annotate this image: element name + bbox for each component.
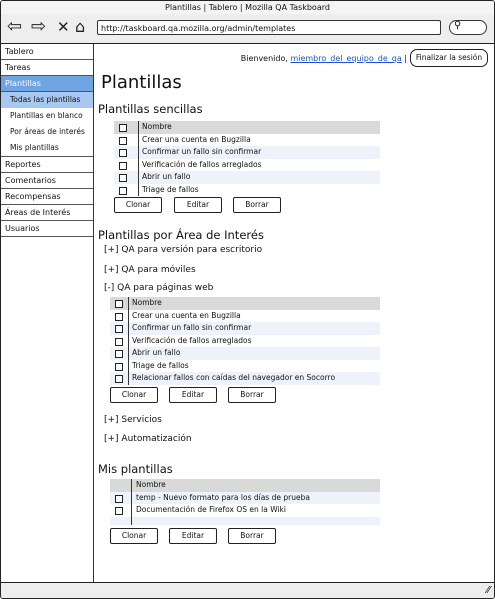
table-header: [110, 479, 380, 492]
row-checkbox[interactable]: [119, 162, 127, 170]
table-row-empty: [110, 517, 380, 525]
home-icon[interactable]: ⌂: [75, 17, 86, 36]
table-row: [114, 159, 380, 172]
simple-templates-table: [114, 121, 380, 196]
clone-button[interactable]: Clonar: [110, 528, 158, 544]
row-checkbox[interactable]: [119, 187, 127, 195]
welcome-separator: |: [404, 54, 407, 63]
row-name: Abrir un fallo: [132, 348, 181, 357]
my-templates-table: [110, 479, 380, 525]
group-services[interactable]: [+] Servicios: [104, 415, 162, 425]
sidebar-subitem-blanco[interactable]: Plantillas en blanco: [10, 111, 83, 120]
select-all-checkbox[interactable]: [115, 300, 123, 308]
table-header: [114, 121, 380, 134]
row-name: Crear una cuenta en Bugzilla: [132, 310, 241, 320]
table-header: [110, 297, 380, 310]
row-name: Abrir un fallo: [142, 172, 191, 181]
table-row: [110, 322, 380, 335]
row-name: Triage de fallos: [142, 184, 199, 194]
table-row: [114, 134, 380, 147]
table-row: [114, 146, 380, 159]
column-divider: [131, 479, 132, 525]
edit-button[interactable]: Editar: [169, 528, 217, 544]
table-row: [110, 335, 380, 348]
row-checkbox[interactable]: [115, 375, 123, 383]
row-checkbox[interactable]: [115, 507, 123, 515]
row-checkbox[interactable]: [119, 149, 127, 157]
table-row: [110, 504, 380, 517]
edit-button[interactable]: Editar: [169, 387, 217, 403]
row-name: Triage de fallos: [132, 360, 189, 370]
table-row: [110, 372, 380, 385]
delete-button[interactable]: Borrar: [228, 387, 276, 403]
sidebar-item-usuarios[interactable]: Usuarios: [1, 221, 93, 237]
group-web[interactable]: [-] QA para páginas web: [104, 283, 214, 293]
forward-icon[interactable]: ⇨: [31, 16, 47, 37]
row-checkbox[interactable]: [119, 174, 127, 182]
row-name: temp - Nuevo formato para los días de prueba: [136, 492, 310, 502]
sidebar-subitem-todas[interactable]: Todas las plantillas: [1, 92, 93, 108]
table-row: [110, 310, 380, 323]
delete-button[interactable]: Borrar: [233, 197, 281, 213]
stop-icon[interactable]: ✕: [57, 18, 70, 36]
browser-toolbar: [1, 14, 494, 44]
table-row: [110, 492, 380, 505]
welcome-label: Bienvenido,: [240, 54, 288, 63]
row-name: Confirmar un fallo sin confirmar: [132, 323, 252, 332]
group-desktop[interactable]: [+] QA para versión para escritorio: [104, 245, 263, 255]
select-all-checkbox[interactable]: [119, 124, 127, 132]
simple-templates-title: Plantillas sencillas: [98, 102, 203, 116]
clone-button[interactable]: Clonar: [114, 197, 162, 213]
delete-button[interactable]: Borrar: [228, 528, 276, 544]
status-bar: [1, 582, 494, 599]
search-input[interactable]: [449, 20, 487, 35]
window-title: Plantillas | Tablero | Mozilla QA Taskboard: [1, 1, 494, 15]
user-link[interactable]: miembro_del_equipo_de_qa: [290, 54, 402, 63]
row-checkbox[interactable]: [115, 338, 123, 346]
sidebar-subitem-mis[interactable]: Mis plantillas: [10, 143, 59, 152]
row-checkbox[interactable]: [115, 350, 123, 358]
row-name: Confirmar un fallo sin confirmar: [142, 147, 262, 156]
welcome-text: [241, 54, 407, 63]
resize-grip-icon[interactable]: ⁄⁄: [486, 585, 490, 596]
column-divider: [128, 297, 129, 385]
clone-button[interactable]: Clonar: [110, 387, 158, 403]
my-templates-title: Mis plantillas: [98, 462, 173, 476]
edit-button[interactable]: Editar: [174, 197, 222, 213]
table-row: [110, 347, 380, 360]
web-templates-table: [110, 297, 380, 385]
column-divider: [138, 121, 139, 196]
sidebar-item-areas[interactable]: Áreas de Interés: [1, 205, 93, 221]
sidebar-item-reportes[interactable]: Reportes: [1, 157, 93, 173]
sidebar-subitem-areas[interactable]: Por áreas de interés: [10, 127, 85, 136]
logout-button[interactable]: Finalizar la sesión: [410, 49, 488, 67]
sidebar: [1, 44, 94, 582]
row-name: Verificación de fallos arreglados: [132, 335, 252, 345]
sidebar-item-comentarios[interactable]: Comentarios: [1, 173, 93, 189]
table-row: [114, 171, 380, 184]
row-name: Crear una cuenta en Bugzilla: [142, 134, 251, 144]
interest-templates-title: Plantillas por Área de Interés: [98, 228, 264, 242]
search-icon: ⚲: [454, 20, 462, 31]
group-mobile[interactable]: [+] QA para móviles: [104, 265, 196, 275]
column-header-name: Nombre: [142, 122, 172, 131]
row-name: Documentación de Firefox OS en la Wiki: [136, 505, 286, 514]
sidebar-item-recompensas[interactable]: Recompensas: [1, 189, 93, 205]
column-header-name: Nombre: [132, 298, 162, 307]
column-header-name: Nombre: [136, 480, 166, 489]
group-automation[interactable]: [+] Automatización: [104, 434, 192, 444]
row-name: Verificación de fallos arreglados: [142, 159, 262, 169]
row-checkbox[interactable]: [119, 137, 127, 145]
back-icon[interactable]: ⇦: [7, 16, 23, 37]
page-title: Plantillas: [101, 72, 182, 93]
row-checkbox[interactable]: [115, 325, 123, 333]
table-row: [110, 360, 380, 373]
row-checkbox[interactable]: [115, 313, 123, 321]
sidebar-item-tablero[interactable]: Tablero: [1, 44, 93, 60]
url-input[interactable]: http://taskboard.qa.mozilla.org/admin/templates: [97, 20, 441, 35]
row-checkbox[interactable]: [115, 363, 123, 371]
sidebar-submenu: [1, 92, 93, 157]
row-checkbox[interactable]: [115, 495, 123, 503]
sidebar-item-plantillas[interactable]: Plantillas: [1, 76, 93, 92]
row-name: Relacionar fallos con caídas del navegador en Socorro: [132, 373, 336, 382]
sidebar-item-tareas[interactable]: Tareas: [1, 60, 93, 76]
main-content: [94, 44, 494, 582]
table-row: [114, 184, 380, 197]
